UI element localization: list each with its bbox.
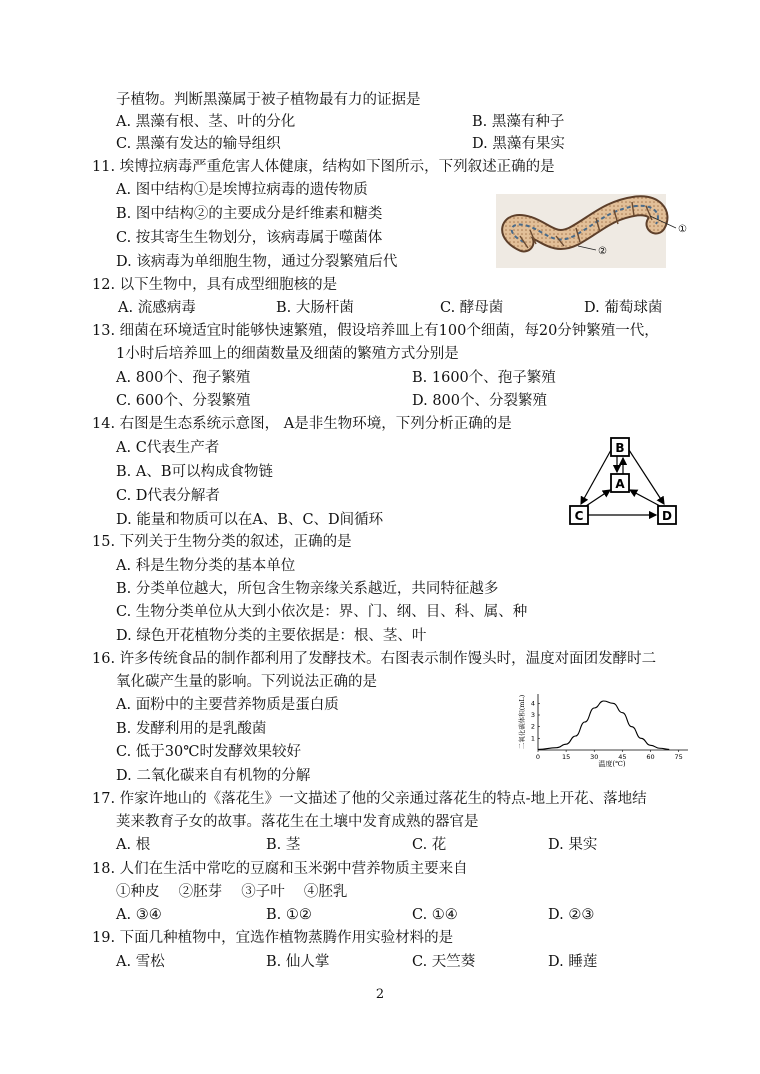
q18-option-c: C. ①④: [412, 907, 458, 923]
q15-option-a: A. 科是生物分类的基本单位: [116, 558, 296, 574]
q17-option-b: B. 茎: [266, 837, 301, 853]
q13-option-c: C. 600个、分裂繁殖: [116, 393, 251, 409]
x-tick-label: 0: [535, 753, 541, 761]
q17-stem-2: 荚来教育子女的故事。落花生在土壤中发育成熟的器官是: [116, 814, 479, 830]
fermentation-chart: [516, 686, 692, 768]
x-tick-label: 30: [590, 753, 599, 761]
q14-option-a: A. C代表生产者: [116, 440, 220, 456]
co2-curve: [538, 701, 669, 749]
q12-option-c: C. 酵母菌: [440, 300, 504, 316]
x-tick-label: 15: [561, 753, 571, 761]
q18-option-d: D. ②③: [548, 907, 595, 923]
q15-option-b: B. 分类单位越大，所包含生物亲缘关系越近，共同特征越多: [116, 581, 499, 597]
q18-option-a: A. ③④: [116, 907, 162, 923]
q16-option-b: B. 发酵利用的是乳酸菌: [116, 721, 267, 737]
fig-label-1: ①: [678, 224, 687, 235]
q11-option-a: A. 图中结构①是埃博拉病毒的遗传物质: [116, 182, 368, 198]
q17-option-c: C. 花: [412, 837, 447, 853]
q15-option-c: C. 生物分类单位从大到小依次是：界、门、纲、目、科、属、种: [116, 604, 528, 620]
q13-option-d: D. 800个、分裂繁殖: [412, 393, 548, 409]
node-b: B: [615, 441, 625, 455]
q19-option-a: A. 雪松: [116, 954, 165, 970]
x-tick-label: 75: [674, 753, 683, 761]
q12-stem: 12. 以下生物中，具有成型细胞核的是: [92, 277, 338, 293]
q10-option-a: A. 黑藻有根、茎、叶的分化: [116, 114, 296, 130]
q19-stem: 19. 下面几种植物中，宜选作植物蒸腾作用实验材料的是: [92, 930, 454, 946]
q13-option-a: A. 800个、孢子繁殖: [116, 370, 251, 386]
q19-option-c: C. 天竺葵: [412, 954, 476, 970]
q17-stem: 17. 作家许地山的《落花生》一文描述了他的父亲通过落花生的特点-地上开花、落地结: [92, 791, 647, 807]
node-a: A: [615, 477, 625, 491]
q16-option-a: A. 面粉中的主要营养物质是蛋白质: [116, 697, 339, 713]
q11-option-c: C. 按其寄生生物划分，该病毒属于噬菌体: [116, 230, 383, 246]
y-tick-label: 4: [530, 699, 535, 708]
ecosystem-diagram: [564, 434, 688, 530]
ebola-virus-figure: [496, 192, 696, 270]
q16-option-d: D. 二氧化碳来自有机物的分解: [116, 768, 311, 784]
q15-option-d: D. 绿色开花植物分类的主要依据是：根、茎、叶: [116, 628, 427, 644]
q11-option-b: B. 图中结构②的主要成分是纤维素和糖类: [116, 206, 383, 222]
y-tick-label: 1: [530, 734, 535, 743]
fig-label-2: ②: [598, 246, 607, 257]
q15-stem: 15. 下列关于生物分类的叙述，正确的是: [92, 534, 352, 550]
page-number: 2: [375, 987, 385, 1002]
q12-option-b: B. 大肠杆菌: [276, 300, 354, 316]
q16-stem-2: 氧化碳产生量的影响。下列说法正确的是: [116, 674, 377, 690]
q13-option-b: B. 1600个、孢子繁殖: [412, 370, 556, 386]
node-d: D: [662, 509, 672, 523]
q16-stem: 16. 许多传统食品的制作都利用了发酵技术。右图表示制作馒头时，温度对面团发酵时二: [92, 651, 657, 667]
q17-option-d: D. 果实: [548, 837, 598, 853]
node-c: C: [574, 509, 584, 523]
q10-stem-cont: 子植物。判断黑藻属于被子植物最有力的证据是: [116, 92, 421, 108]
q12-option-a: A. 流感病毒: [118, 300, 196, 316]
x-tick-label: 45: [618, 753, 627, 761]
q14-stem: 14. 右图是生态系统示意图， A是非生物环境，下列分析正确的是: [92, 416, 512, 432]
q10-option-b: B. 黑藻有种子: [472, 114, 565, 130]
q14-option-d: D. 能量和物质可以在A、B、C、D间循环: [116, 512, 384, 528]
q13-stem: 13. 细菌在环境适宜时能够快速繁殖，假设培养皿上有100个细菌，每20分钟繁殖一代，: [92, 323, 659, 339]
q10-option-d: D. 黑藻有果实: [472, 136, 565, 152]
q19-option-d: D. 睡莲: [548, 954, 598, 970]
chart-ylabel: 二氧化碳体积(mL): [518, 694, 526, 750]
q18-option-b: B. ①②: [266, 907, 312, 923]
q11-stem: 11. 埃博拉病毒严重危害人体健康，结构如下图所示，下列叙述正确的是: [92, 159, 555, 175]
chart-xlabel: 温度(℃): [598, 760, 626, 768]
q14-option-c: C. D代表分解者: [116, 488, 220, 504]
q17-option-a: A. 根: [116, 837, 151, 853]
q12-option-d: D. 葡萄球菌: [584, 300, 663, 316]
q18-stem: 18. 人们在生活中常吃的豆腐和玉米粥中营养物质主要来自: [92, 861, 468, 877]
q14-option-b: B. A、B可以构成食物链: [116, 464, 273, 480]
x-tick-label: 60: [646, 753, 655, 761]
q10-option-c: C. 黑藻有发达的输导组织: [116, 136, 281, 152]
q13-stem-2: 1小时后培养皿上的细菌数量及细菌的繁殖方式分别是: [116, 346, 459, 362]
q18-items: ①种皮 ②胚芽 ③子叶 ④胚乳: [116, 884, 348, 900]
q19-option-b: B. 仙人掌: [266, 954, 330, 970]
y-tick-label: 2: [530, 722, 535, 731]
y-tick-label: 3: [530, 711, 535, 719]
q16-option-c: C. 低于30℃时发酵效果较好: [116, 744, 301, 760]
q11-option-d: D. 该病毒为单细胞生物，通过分裂繁殖后代: [116, 254, 398, 270]
